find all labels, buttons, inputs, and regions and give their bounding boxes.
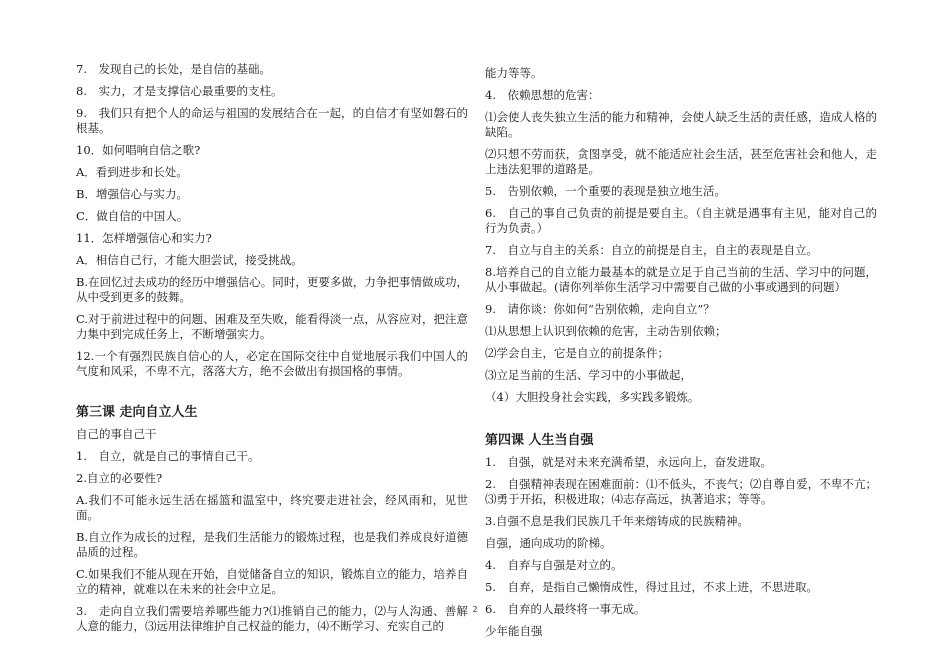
list-item: 10．如何唱响自信之歌? xyxy=(76,143,201,157)
list-item: 2. 自强精神表现在困难面前：⑴不低头，不丧气；⑵自尊自爱，不卑不亢；⑶勇于开拓，积极进取；⑷志存高远，执著追求；等等。 xyxy=(485,477,877,506)
list-item: ⑵学会自主，它是自立的前提条件； xyxy=(485,346,669,360)
page-number: 2 xyxy=(472,605,478,614)
list-item: 2.自立的必要性? xyxy=(76,471,163,485)
list-item: 3.自强不息是我们民族几千年来熔铸成的民族精神。 xyxy=(485,514,749,528)
list-item: 5. 自弃，是指自己懒惰成性，得过且过，不求上进，不思进取。 xyxy=(485,580,818,594)
list-item: 8.培养自己的自立能力最基本的就是立足于自己当前的生活、学习中的问题，从小事做起。(请你列举你生活学习中需要自己做的小事或遇到的问题） xyxy=(485,265,877,294)
list-item: 7. 自立与自主的关系：自立的前提是自主，自主的表现是自立。 xyxy=(485,243,818,257)
list-item: A.我们不可能永远生活在摇篮和温室中，终究要走进社会，经风雨和，见世面。 xyxy=(76,493,468,522)
lesson3-heading: 第三课 走向自立人生 xyxy=(76,405,198,420)
list-item: C.对于前进过程中的问题、困难及至失败，能看得淡一点，从容应对，把注意力集中到完成任务上，不断增强实力。 xyxy=(76,312,468,341)
list-item: ⑵只想不劳而获，贪图享受，就不能适应社会生活，甚至危害社会和他人，走上违法犯罪的道路是。 xyxy=(485,147,877,176)
lesson3-list xyxy=(76,427,468,634)
list-item: 能力等等。 xyxy=(485,66,543,80)
list-item: B.在回忆过去成功的经历中增强信心。同时，更要多做，力争把事情做成功，从中受到更多的鼓舞。 xyxy=(76,275,468,304)
list-item: 4. 自弃与自强是对立的。 xyxy=(485,558,623,572)
list-item: 自强，通向成功的阶梯。 xyxy=(485,536,612,550)
list-item: A．看到进步和长处。 xyxy=(76,165,188,179)
list-item: A．相信自己行，才能大胆尝试，接受挑战。 xyxy=(76,253,303,267)
list-item: 1. 自强，就是对未来充满希望，永远向上，奋发进取。 xyxy=(485,455,772,469)
left-top-list xyxy=(76,62,468,379)
list-item: 11．怎样增强信心和实力? xyxy=(76,231,212,245)
lesson4-heading: 第四课 人生当自强 xyxy=(485,433,594,448)
list-item: 1. 自立，就是自己的事情自己干。 xyxy=(76,449,260,463)
list-item: ⑴会使人丧失独立生活的能力和精神，会使人缺乏生活的责任感，造成人格的缺陷。 xyxy=(485,110,877,139)
right-top-list xyxy=(485,66,877,405)
list-item: 12.一个有强烈民族自信心的人，必定在国际交往中自觉地展示我们中国人的气度和风采，不卑不亢，落落大方，绝不会做出有损国格的事情。 xyxy=(76,349,468,378)
list-item: 5. 告别依赖，一个重要的表现是独立地生活。 xyxy=(485,184,726,198)
list-item: 自己的事自己干 xyxy=(76,427,157,441)
list-item: 3. 走向自立我们需要培养哪些能力?⑴推销自己的能力，⑵与人沟通、善解人意的能力，⑶远用法律维护自己权益的能力，⑷不断学习、充实自己的 xyxy=(76,604,468,633)
right-column xyxy=(485,66,877,646)
list-item: 6. 自弃的人最终将一事无成。 xyxy=(485,602,646,616)
list-item: ⑴从思想上认识到依赖的危害，主动告别依赖； xyxy=(485,324,727,338)
list-item: C．做自信的中国人。 xyxy=(76,209,189,223)
list-item: 9. 请你谈：你如何“告别依赖，走向自立”？ xyxy=(485,302,715,316)
list-item: B．增强信心与实力。 xyxy=(76,187,188,201)
list-item: B.自立作为成长的过程，是我们生活能力的锻炼过程，也是我们养成良好道德品质的过程。 xyxy=(76,530,468,559)
list-item: 8. 实力，才是支撑信心最重要的支柱。 xyxy=(76,84,283,98)
left-column xyxy=(76,62,468,641)
list-item: 4. 依赖思想的危害： xyxy=(485,88,600,102)
list-item: （4）大胆投身社会实践，多实践多锻炼。 xyxy=(485,390,700,404)
list-item: C.如果我们不能从现在开始，自觉储备自立的知识，锻炼自立的能力，培养自立的精神，就难以在未来的社会中立足。 xyxy=(76,567,468,596)
list-item: 少年能自强 xyxy=(485,624,543,638)
list-item: 6. 自己的事自己负责的前提是要自主。（自主就是遇事有主见，能对自己的行为负责。） xyxy=(485,206,877,235)
list-item: ⑶立足当前的生活、学习中的小事做起， xyxy=(485,368,692,382)
list-item: 7. 发现自己的长处，是自信的基础。 xyxy=(76,62,271,76)
list-item: 9. 我们只有把个人的命运与祖国的发展结合在一起，的自信才有坚如磐石的根基。 xyxy=(76,106,468,135)
